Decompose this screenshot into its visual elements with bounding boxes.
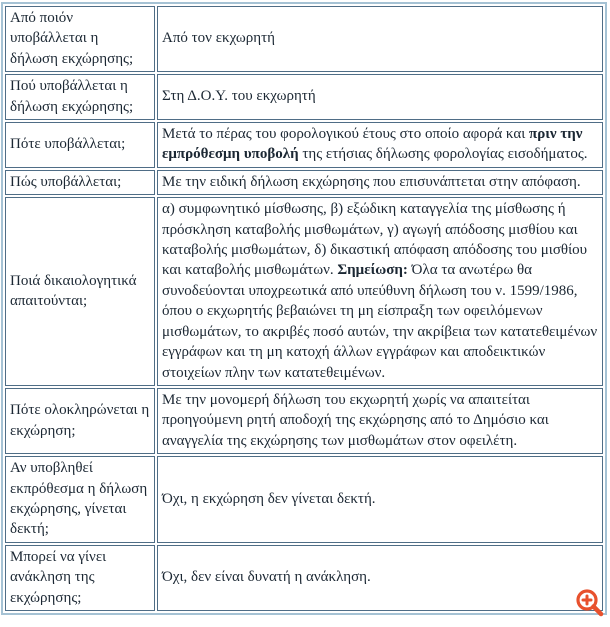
table-row (5, 456, 603, 543)
answer-text-segment: Σημείωση: (337, 262, 408, 279)
table-row (5, 388, 603, 454)
answer-cell (157, 388, 603, 454)
answer-cell (157, 545, 603, 611)
table-row (5, 545, 603, 611)
question-cell: Πού υποβάλλεται η δήλωση εκχώρησης; (5, 74, 155, 120)
table-row (5, 197, 603, 386)
answer-text-segment: Όχι, η εκχώρηση δεν γίνεται δεκτή. (162, 490, 376, 507)
answer-text-segment: Μετά το πέρας του φορολογικού έτους στο οποίο αφορά και (162, 126, 529, 143)
question-cell: Από ποιόν υποβάλλεται η δήλωση εκχώρησης; (5, 6, 155, 72)
answer-cell (157, 197, 603, 386)
table-row (5, 170, 603, 195)
question-cell: Μπορεί να γίνει ανάκληση της εκχώρησης; (5, 545, 155, 611)
answer-text-segment: Όλα τα ανωτέρω θα συνοδεύονται υποχρεωτικά από υπεύθυνη δήλωση του ν. 1599/1986, όπου ο εκχωρητής βεβαιώνει τη μη είσπραξη των οφειλόμενων μισθωμάτων, το ακριβές ποσό αυτών, την ακρίβεια των κατατεθειμένων εγγράφων και τη μη κατοχή άλλων εγγράφων και αποδεικτικών στοιχείων πλην των κατατεθειμένων. (162, 262, 598, 381)
answer-cell (157, 74, 603, 120)
answer-text-segment: της ετήσιας δήλωσης φορολογίας εισοδήματος. (298, 146, 588, 163)
magnifier-plus-glyph (574, 587, 605, 618)
answer-text-segment: Από τον εκχωρητή (162, 30, 275, 47)
answer-text-segment: Με την ειδική δήλωση εκχώρησης που επισυνάπτεται στην απόφαση. (162, 173, 581, 190)
question-cell: Αν υποβληθεί εκπρόθεσμα η δήλωση εκχώρησης, γίνεται δεκτή; (5, 456, 155, 543)
answer-text-segment: Όχι, δεν είναι δυνατή η ανάκληση. (162, 569, 371, 586)
faq-table (1, 2, 607, 615)
answer-text-segment: α) συμφωνητικό μίσθωσης, β) εξώδικη καταγγελία της μίσθωσης ή πρόσκληση καταβολής μισθωμάτων, γ) αγωγή απόδοσης μισθίου και καταβολής μισθωμάτων, δ) δικαστική απόφαση απόδοσης του μισθίου και καταβολής μισθωμάτων. (162, 201, 588, 279)
answer-cell (157, 456, 603, 543)
answer-cell (157, 6, 603, 72)
answer-cell (157, 170, 603, 195)
answer-text-segment: Με την μονομερή δήλωση του εκχωρητή χωρίς να απαιτείται προηγούμενη ρητή αποδοχή της εκχώρησης από το Δημόσιο και αναγγελία της εκχώρησης των μισθωμάτων στον οφειλέτη. (162, 391, 549, 449)
question-cell: Πότε υποβάλλεται; (5, 122, 155, 168)
faq-table-body (5, 6, 603, 611)
answer-text-segment: Στη Δ.Ο.Υ. του εκχωρητή (162, 88, 316, 105)
answer-text-segment: πριν την εμπρόθεσμη υποβολή (162, 126, 583, 163)
question-cell: Πώς υποβάλλεται; (5, 170, 155, 195)
table-row (5, 6, 603, 72)
answer-cell (157, 122, 603, 168)
question-cell: Πότε ολοκληρώνεται η εκχώρηση; (5, 388, 155, 454)
table-row (5, 122, 603, 168)
table-row (5, 74, 603, 120)
zoom-in-icon[interactable] (574, 587, 605, 618)
question-cell: Ποιά δικαιολογητικά απαιτούνται; (5, 197, 155, 386)
